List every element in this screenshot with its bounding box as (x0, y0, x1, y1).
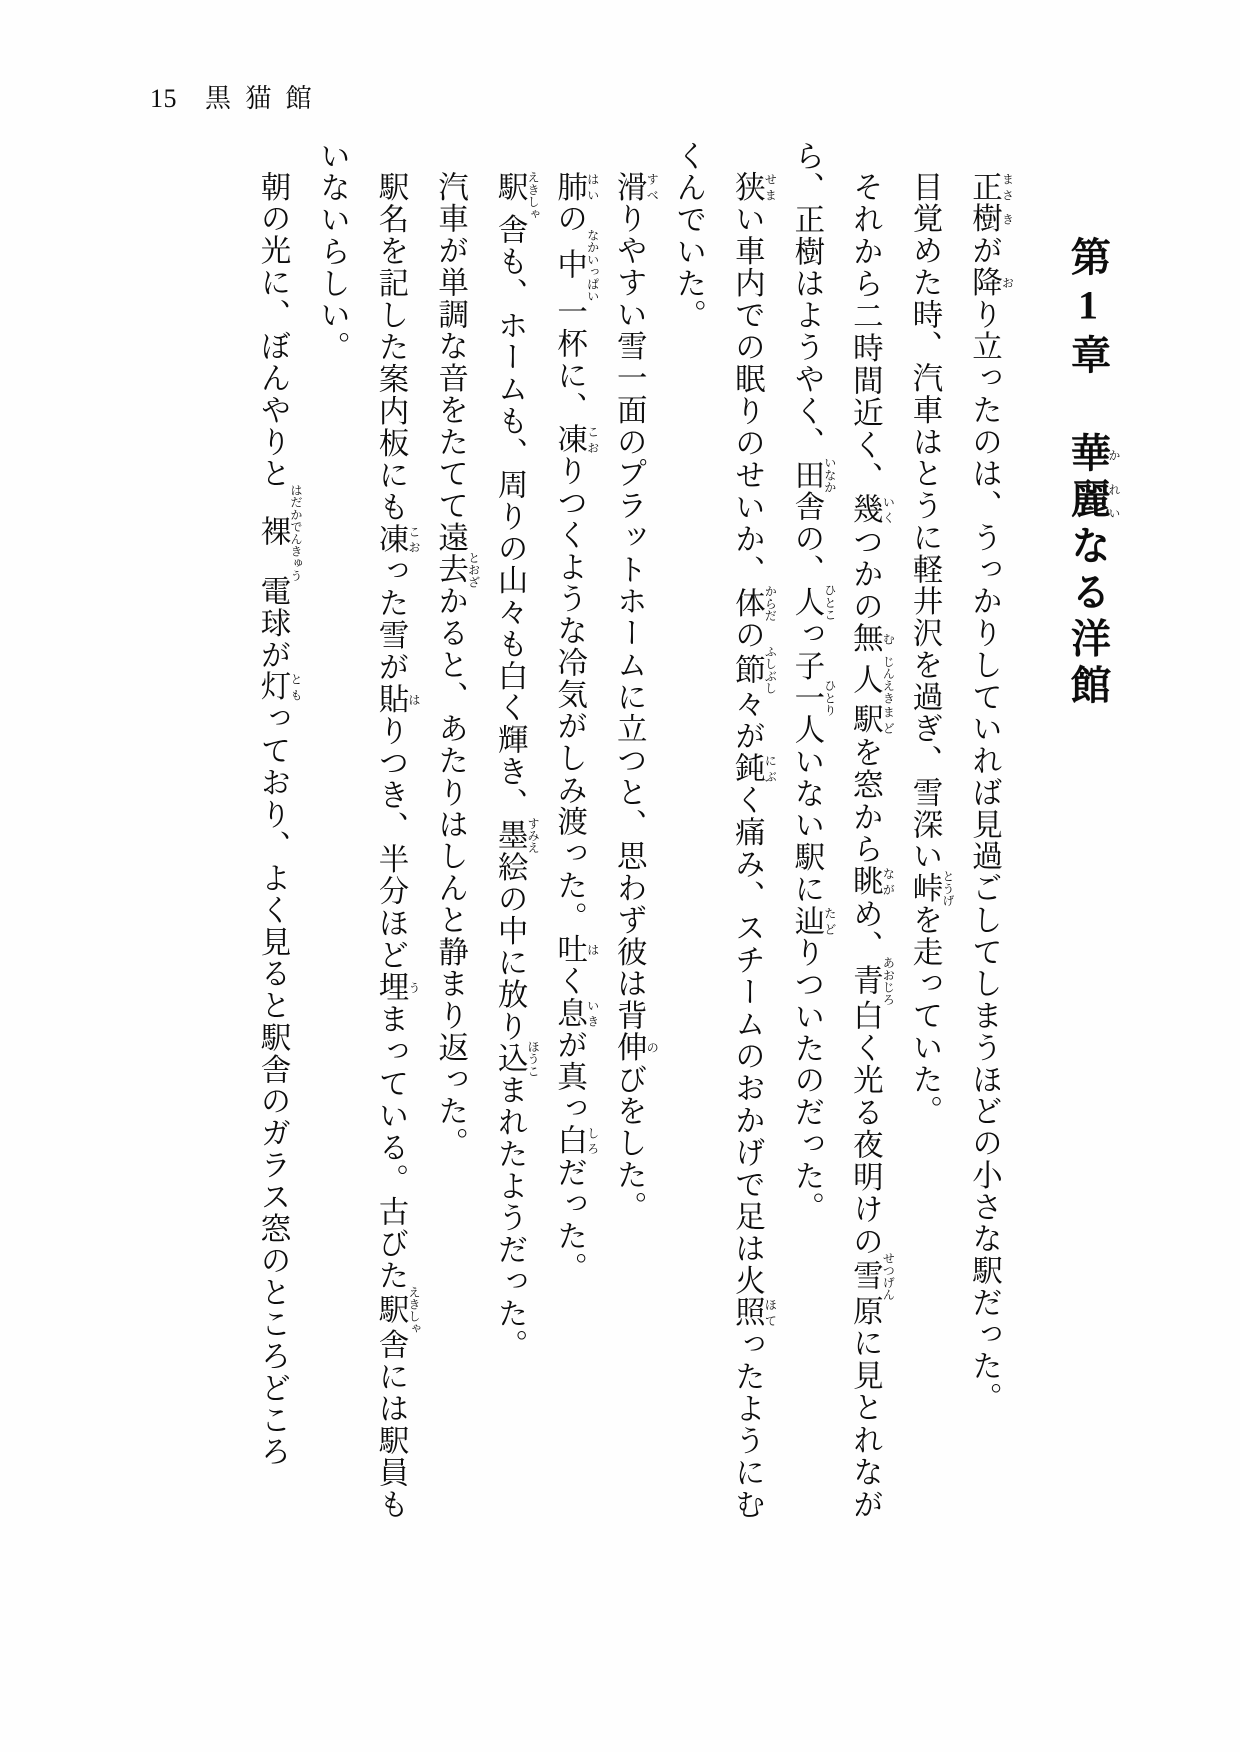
chapter-number: 第1章 (1065, 236, 1111, 381)
body-text (243, 140, 1014, 1520)
book-title: 黒猫館 (205, 84, 326, 113)
chapter-title (1061, 236, 1121, 711)
page-body-area (120, 140, 1120, 1642)
chapter-title-rest: なる洋館 (1065, 524, 1111, 711)
chapter-title-kanji-1: 華か (1065, 431, 1121, 479)
paragraph: 滑 すべりやすい雪一面のプラットホームに立つと、思わず彼は背伸 のびをした。 (612, 170, 660, 1223)
paragraph: 目覚めた時、汽車はとうに軽井沢を過ぎ、雪深い峠 とうげを走っていた。 (907, 170, 955, 1127)
paragraph: それから二時間近く、幾 いくつかの無 む人 じんえき駅 まどを窓から眺 ながめ、青 あおじろ白く光る夜明けの雪 せつげん原に見とれながら、正樹はようやく、田 いなか舎の、人 ひとこっ子一 ひとり人いない駅に辿 たどりついたのだった。 (789, 140, 896, 1521)
paragraph: 汽車が単調な音をたてて遠去 とおざかると、あたりはしんと静まり返った。 (433, 170, 481, 1159)
paragraph: 正 まさ樹 きが降 おり立ったのは、うっかりしていれば見過ごしてしまうほどの小さな駅だった。 (967, 170, 1015, 1414)
paragraph: 肺 はいの中 なかいっぱい一杯に、凍 こおりつくような冷気がしみ渡った。吐 はく息 いきが真っ白 しろだった。 (552, 170, 600, 1284)
paragraph: 朝の光に、ぼんやりと裸 はだかでんきゅう電球が灯 ともっており、よく見ると駅舎のガラス窓のところどころ (255, 170, 303, 1468)
running-head (150, 78, 326, 115)
paragraph: 狭 せまい車内での眠りのせいか、体 からだの節 ふしぶし々が鈍 にぶく痛み、スチームのおかげで足は火照 ほてったようにむくんでいた。 (671, 140, 778, 1520)
paragraph: 駅名を記した案内板にも凍 こおった雪が貼 はりつき、半分ほど埋 うまっている。古びた駅 えきしゃ舎には駅員もいないらしい。 (315, 140, 422, 1520)
chapter-title-kanji-2: 麗れい (1065, 478, 1121, 525)
paragraph: 駅 えきしゃ舎も、ホームも、周りの山々も白く輝き、墨 すみえ絵の中に放り込 ほうこまれたようだった。 (493, 170, 541, 1361)
page-number: 15 (150, 84, 178, 113)
